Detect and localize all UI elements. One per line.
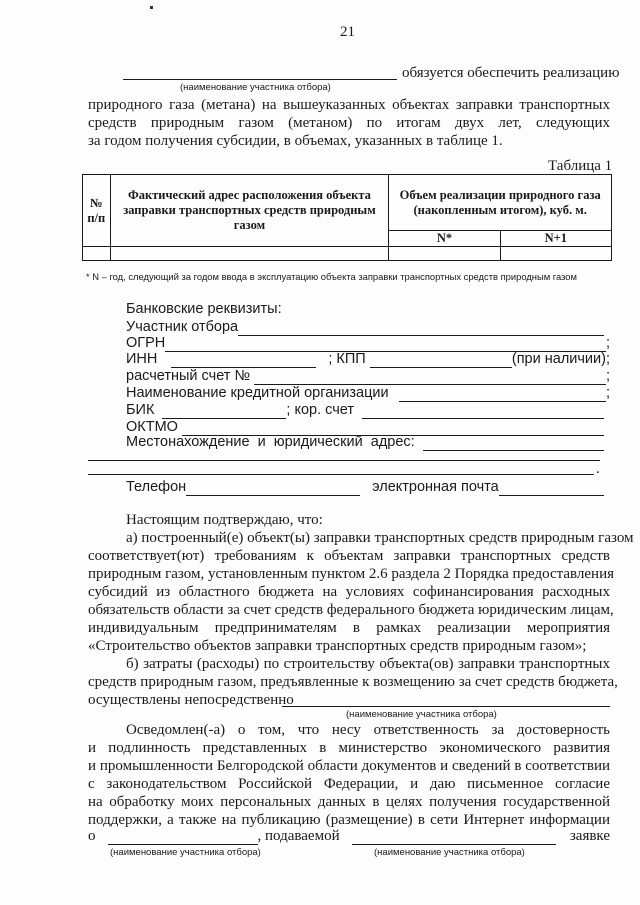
ack-caption-left: (наименование участника отбора): [110, 847, 261, 858]
label-corr: ; кор. счет: [286, 402, 355, 418]
field-credit-org[interactable]: [399, 387, 606, 402]
label-account: расчетный счет №: [126, 368, 251, 384]
row-address: [126, 433, 604, 451]
volume-table: [82, 174, 612, 261]
col-address-header: Фактический адрес расположения объекта заправки транспортных средств природным газом: [110, 175, 389, 247]
intro-line4: за годом получения субсидии, в объемах, указанных в таблице 1.: [88, 133, 503, 149]
ack-line: и подлинность представленных в министерство экономического развития: [88, 740, 610, 756]
row-account: расчетный счет № ;: [126, 368, 610, 384]
field-direct-participant[interactable]: [282, 706, 610, 707]
row-inn-kpp: [126, 350, 610, 368]
row-credit-org: Наименование кредитной организации ;: [126, 385, 610, 401]
bank-heading: Банковские реквизиты:: [126, 301, 282, 317]
confirm-b-line: средств природным газом, предъявленные к возмещению за счет средств бюджета,: [88, 674, 618, 690]
confirm-a-line: индивидуальным предпринимателям в рамках реализации мероприятия: [88, 620, 610, 636]
intro-line1-suffix: обязуется обеспечить реализацию: [402, 65, 620, 81]
scan-mark: [150, 6, 153, 9]
ack-line: с законодательством Российской Федерации, и даю письменное согласие: [88, 776, 610, 792]
intro-line3: средств природным газом (метаном) по итогам двух лет, следующих: [88, 115, 610, 131]
label-submitted: , подаваемой: [257, 828, 340, 844]
label-participant: Участник отбора: [126, 319, 239, 335]
table-cell-empty[interactable]: [389, 247, 500, 261]
label-application: заявке: [569, 828, 610, 844]
table-title: Таблица 1: [548, 158, 613, 174]
label-bik: БИК: [126, 402, 155, 418]
table-footnote: * N – год, следующий за годом ввода в эксплуатацию объекта заправки транспортных средств природным газом: [86, 271, 577, 282]
ack-line: на обработку моих персональных данных в целях получения государственной: [88, 794, 610, 810]
field-address[interactable]: [423, 436, 604, 451]
document-page: 21 обязуется обеспечить реализацию (наименование участника отбора) природного газа (метана) на вышеуказанных объектах заправки транспортных средств природным газом (метаном) по итогам двух лет, следующих за годом получения субсидии, в объемах, указанных в таблице 1. Таблица 1 № п/п Фактический адрес расположения объекта заправки транспортных средств природным газом Объем реализации природного газа (накопленным итогом), куб. м. N* N+1 * N – год, следующий за годом ввода в эксплуатацию объекта заправки транспортных средств природным газом Банковские реквизиты: Участник отбора ОГРН ; ИНН ; КПП (при наличии); расчетный счет № ; Наименование кредитной организации ; БИК ; кор. счет ОКТМО Местонахождение и юридический адрес: . Телефон электронная почта Настоящим подтверждаю, что: а) построенный(е) объект(ы) заправки транспортных средств природным газом соответствует(ют) требованиям к объектам заправки транспортных средств природным газом, установленным пунктом 2.6 раздела 2 Порядка предоставления субсидий из областного бюджета на условиях софинансирования расходных обязательств области за счет средств федерального бюджета юридическим лицам, индивидуальным предпринимателям в рамках реализации мероприятия «Строительство объектов заправки транспортных средств природным газом»; б) затраты (расходы) по строительству объекта(ов) заправки транспортных средств природным газом, предъявленные к возмещению за счет средств бюджета, осуществлены непосредственно (наименование участника отбора) Осведомлен(-а) о том, что несу ответственность за достоверность и подлинность представленных в министерство экономического развития и промышленности Белгородской области документов и сведений в соответствии с законодательством Российской Федерации, и даю письменное согласие на обработку моих персональных данных в целях получения государственной поддержки, а также на публикацию (размещение) в сети Интернет информации о , подаваемой заявке (наименование участника отбора) (наименование участника отбора): [0, 0, 640, 905]
row-bik: [126, 401, 604, 419]
ack-caption-right: (наименование участника отбора): [374, 847, 525, 858]
row-ack-final: [88, 827, 610, 845]
label-o: о: [88, 828, 96, 844]
row-ogrn: ОГРН ;: [126, 335, 610, 351]
col-n-header: N*: [389, 231, 500, 247]
label-credit-org: Наименование кредитной организации: [126, 385, 389, 401]
label-email: электронная почта: [372, 479, 499, 495]
table-cell-empty[interactable]: [83, 247, 111, 261]
confirm-heading: Настоящим подтверждаю, что:: [126, 512, 323, 528]
field-phone[interactable]: [186, 481, 360, 496]
field-email[interactable]: [499, 481, 604, 496]
intro-caption: (наименование участника отбора): [180, 82, 331, 93]
table-cell-empty[interactable]: [500, 247, 611, 261]
label-address: Местонахождение и юридический адрес:: [126, 434, 415, 450]
address-line-3[interactable]: [88, 474, 594, 475]
col-num-header: № п/п: [83, 175, 111, 247]
confirm-a-line: соответствует(ют) требованиям к объектам заправки транспортных средств: [88, 548, 610, 564]
ack-line: поддержки, а также на публикацию (размещение) в сети Интернет информации: [88, 812, 610, 828]
confirm-a-line: природным газом, установленным пунктом 2.6 раздела 2 Порядка предоставления: [88, 566, 615, 582]
label-ogrn: ОГРН: [126, 335, 166, 351]
label-if-any: (при наличии);: [511, 351, 610, 367]
confirm-a-line: субсидий из областного бюджета на условиях софинансирования расходных: [88, 584, 610, 600]
confirm-b-line: б) затраты (расходы) по строительству объекта(ов) заправки транспортных: [126, 656, 610, 672]
table-cell-empty[interactable]: [110, 247, 389, 261]
row-phone-email: [126, 478, 604, 496]
col-n1-header: N+1: [500, 231, 611, 247]
field-corr[interactable]: [362, 404, 604, 419]
label-phone: Телефон: [126, 479, 187, 495]
field-inn[interactable]: [171, 353, 316, 368]
field-ack-participant-2[interactable]: [352, 830, 556, 845]
label-inn: ИНН: [126, 351, 158, 367]
field-account[interactable]: [254, 370, 606, 385]
field-bik[interactable]: [162, 404, 286, 419]
confirm-b-caption: (наименование участника отбора): [346, 709, 497, 720]
page-number: 21: [340, 24, 355, 40]
confirm-b-line: осуществлены непосредственно: [88, 692, 294, 708]
intro-line2: природного газа (метана) на вышеуказанных объектах заправки транспортных: [88, 97, 610, 113]
participant-name-line: [123, 79, 397, 80]
label-oktmo: ОКТМО: [126, 419, 178, 435]
confirm-a-line: обязательств области за счет средств федерального бюджета юридическим лицам,: [88, 602, 614, 618]
field-kpp[interactable]: [370, 353, 512, 368]
col-volume-header: Объем реализации природного газа (накопленным итогом), куб. м.: [389, 175, 612, 231]
confirm-a-line: «Строительство объектов заправки транспортных средств природным газом»;: [88, 638, 587, 654]
ack-line: Осведомлен(-а) о том, что несу ответственность за достоверность: [126, 722, 610, 738]
field-ack-participant[interactable]: [108, 830, 258, 845]
address-line-2[interactable]: [88, 460, 600, 461]
confirm-a-line: а) построенный(е) объект(ы) заправки транспортных средств природным газом: [126, 530, 634, 546]
ack-line: и промышленности Белгородской области документов и сведений в соответствии: [88, 758, 610, 774]
label-kpp: ; КПП: [328, 351, 366, 367]
